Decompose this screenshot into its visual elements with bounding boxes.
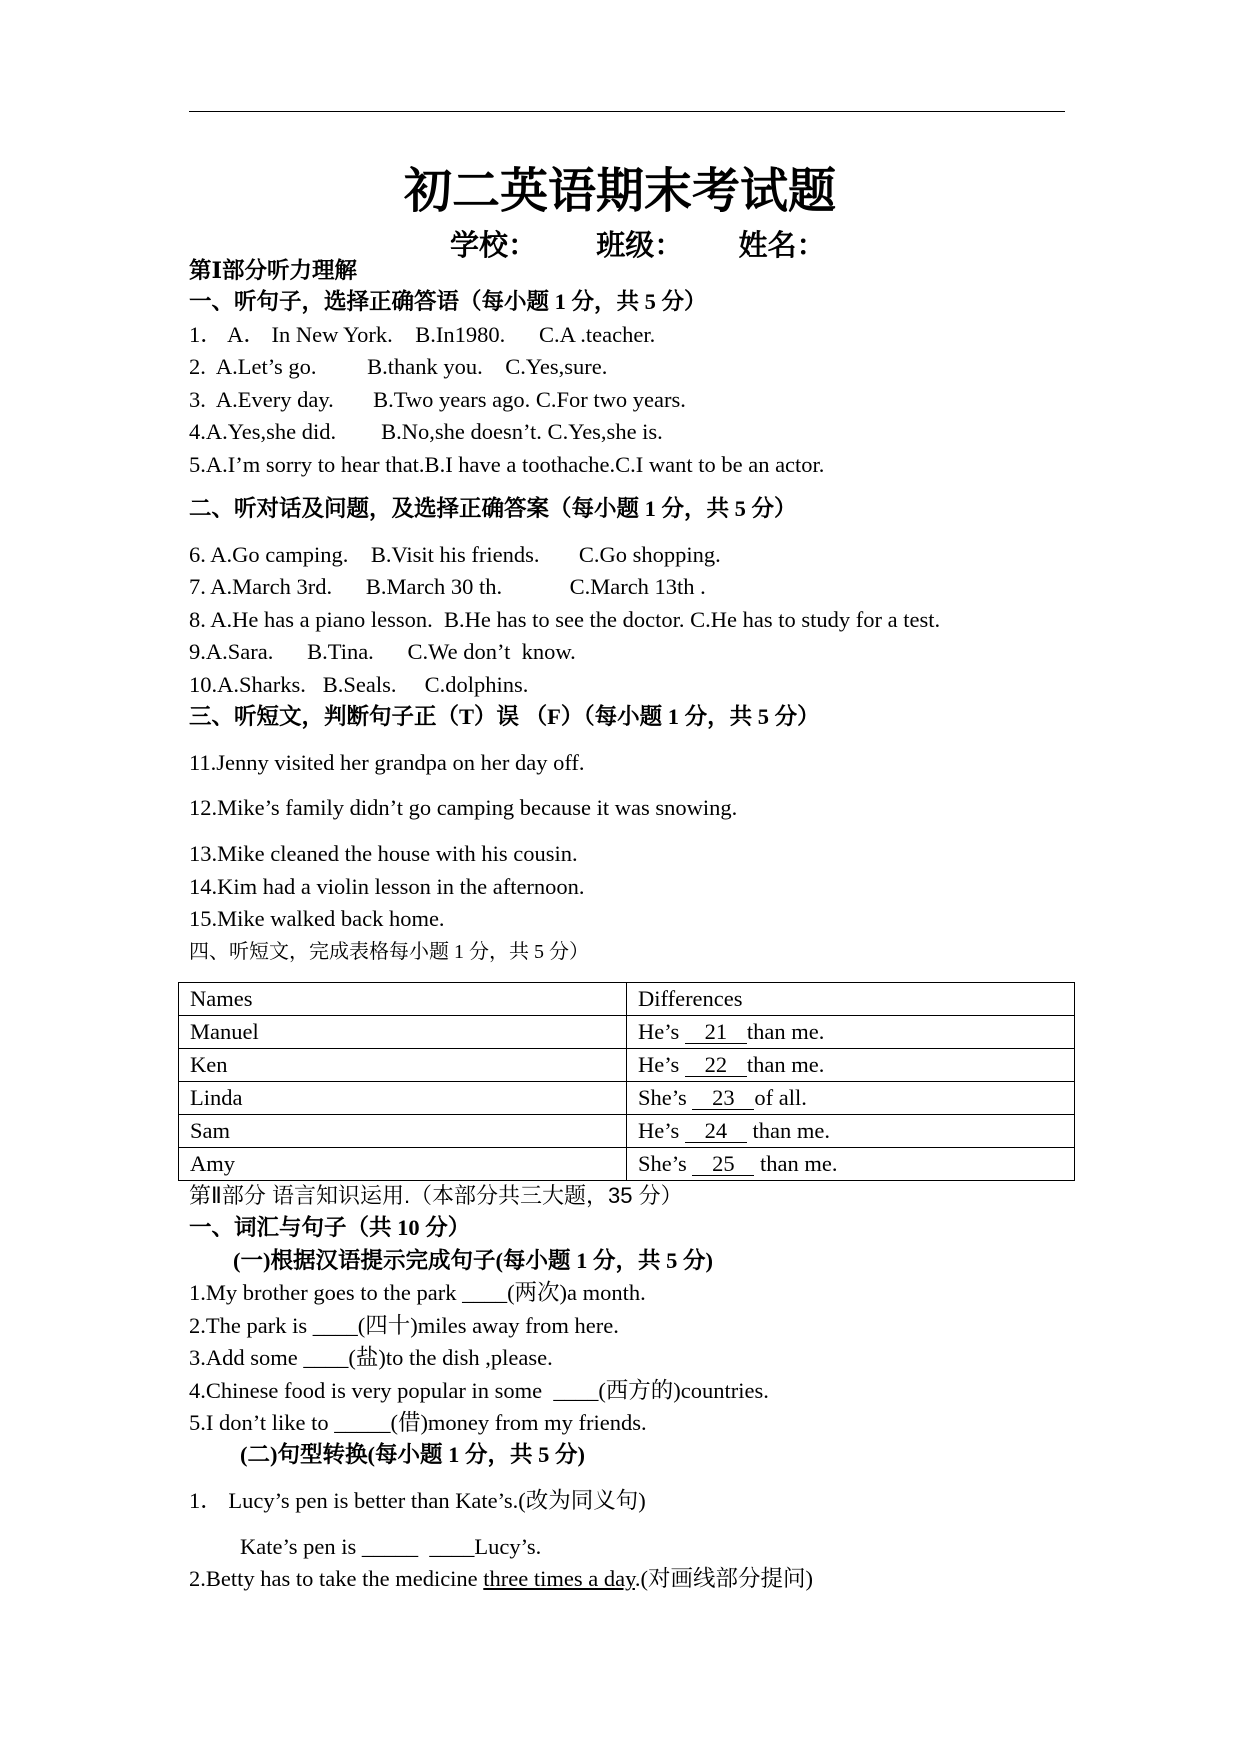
- question-item: 11.Jenny visited her grandpa on her day off.: [189, 750, 585, 775]
- question-item: 1.My brother goes to the park ____(两次)a month.: [189, 1280, 646, 1305]
- difference-cell: [627, 1082, 1075, 1115]
- question-item: 1． A． In New York. B.In1980. C.A .teacher.: [189, 322, 656, 347]
- part1-sec1-heading: 一、听句子，选择正确答语（每小题 1 分，共 5 分）: [189, 289, 707, 314]
- question-item: 13.Mike cleaned the house with his cousin.: [189, 841, 578, 866]
- difference-cell: [627, 1016, 1075, 1049]
- name-cell: Sam: [179, 1115, 627, 1148]
- name-cell: Manuel: [179, 1016, 627, 1049]
- answer-blank: 21: [685, 1021, 747, 1044]
- school-field-label: 学校：: [450, 230, 538, 262]
- difference-prefix: He’s: [638, 1052, 685, 1077]
- name-cell: Ken: [179, 1049, 627, 1082]
- table-row: [179, 1115, 1075, 1148]
- question-item: 2.The park is ____(四十)miles away from here.: [189, 1313, 619, 1338]
- difference-suffix: than me.: [754, 1151, 838, 1176]
- question-item: 15.Mike walked back home.: [189, 906, 445, 931]
- difference-prefix: He’s: [638, 1118, 685, 1143]
- part1-heading: 第Ⅰ部分听力理解: [189, 258, 358, 283]
- question-item: 4.Chinese food is very popular in some ____(西方的)countries.: [189, 1378, 769, 1403]
- part1-sec3-heading: 三、听短文，判断句子正（T）误 （F）（每小题 1 分，共 5 分）: [189, 704, 820, 729]
- difference-suffix: than me.: [746, 1052, 825, 1077]
- part2-heading: 第Ⅱ部分 语言知识运用.（本部分共三大题，35 分）: [189, 1183, 683, 1208]
- question-item: 5.A.I’m sorry to hear that.B.I have a toothache.C.I want to be an actor.: [189, 452, 825, 477]
- difference-suffix: than me.: [746, 1118, 830, 1143]
- question-item: 8. A.He has a piano lesson. B.He has to see the doctor. C.He has to study for a test.: [189, 607, 941, 632]
- differences-table: [178, 982, 1075, 1181]
- difference-cell: [627, 1049, 1075, 1082]
- table-header-row: [179, 983, 1075, 1016]
- name-cell: Linda: [179, 1082, 627, 1115]
- question-item: [189, 1564, 813, 1594]
- answer-blank: 23: [692, 1087, 754, 1110]
- name-cell: Amy: [179, 1148, 627, 1181]
- difference-prefix: She’s: [638, 1151, 693, 1176]
- part2-sec1-heading: 一、词汇与句子（共 10 分）: [189, 1215, 471, 1240]
- underlined-phrase: three times a day: [483, 1566, 635, 1591]
- question-item: 6. A.Go camping. B.Visit his friends. C.Go shopping.: [189, 542, 721, 567]
- difference-suffix: than me.: [746, 1019, 825, 1044]
- answer-blank: 25: [692, 1153, 754, 1176]
- question-item: 10.A.Sharks. B.Seals. C.dolphins.: [189, 672, 529, 697]
- question-item: 12.Mike’s family didn’t go camping because it was snowing.: [189, 795, 738, 820]
- question-item: 4.A.Yes,she did. B.No,she doesn’t. C.Yes,she is.: [189, 419, 663, 444]
- column-header: Differences: [627, 983, 1075, 1016]
- question-item: 7. A.March 3rd. B.March 30 th. C.March 13th .: [189, 574, 706, 599]
- part1-sec4-heading: 四、听短文，完成表格每小题 1 分，共 5 分）: [189, 941, 589, 963]
- part2-sub2-heading: (二)句型转换(每小题 1 分，共 5 分): [240, 1442, 585, 1467]
- answer-line: Kate’s pen is _____ ____Lucy’s.: [240, 1534, 542, 1559]
- header-rule: [189, 111, 1065, 112]
- part1-sec2-heading: 二、听对话及问题，及选择正确答案（每小题 1 分，共 5 分）: [189, 496, 797, 521]
- class-field-label: 班级：: [596, 230, 684, 262]
- question-item: 3.Add some ____(盐)to the dish ,please.: [189, 1345, 553, 1370]
- table-row: [179, 1082, 1075, 1115]
- question-item: 5.I don’t like to _____(借)money from my friends.: [189, 1410, 647, 1435]
- question-item: 14.Kim had a violin lesson in the afternoon.: [189, 874, 585, 899]
- column-header: Names: [179, 983, 627, 1016]
- table-row: [179, 1148, 1075, 1181]
- question-text: 2.Betty has to take the medicine: [189, 1566, 484, 1591]
- name-field-label: 姓名：: [738, 230, 826, 262]
- difference-cell: [627, 1115, 1075, 1148]
- question-item: 1． Lucy’s pen is better than Kate’s.(改为同义句): [189, 1488, 646, 1513]
- question-instruction: .(对画线部分提问): [634, 1566, 814, 1591]
- table-row: [179, 1016, 1075, 1049]
- answer-blank: 24: [685, 1120, 747, 1143]
- question-item: 2. A.Let’s go. B.thank you. C.Yes,sure.: [189, 354, 608, 379]
- part2-sub1-heading: (一)根据汉语提示完成句子(每小题 1 分，共 5 分): [233, 1248, 713, 1273]
- question-item: 9.A.Sara. B.Tina. C.We don’t know.: [189, 639, 576, 664]
- difference-suffix: of all.: [754, 1085, 807, 1110]
- page-title: 初二英语期末考试题: [403, 165, 836, 218]
- student-info-line: [450, 226, 826, 266]
- table-row: [179, 1049, 1075, 1082]
- answer-blank: 22: [685, 1054, 747, 1077]
- difference-prefix: She’s: [638, 1085, 693, 1110]
- question-item: 3. A.Every day. B.Two years ago. C.For two years.: [189, 387, 686, 412]
- difference-cell: [627, 1148, 1075, 1181]
- difference-prefix: He’s: [638, 1019, 685, 1044]
